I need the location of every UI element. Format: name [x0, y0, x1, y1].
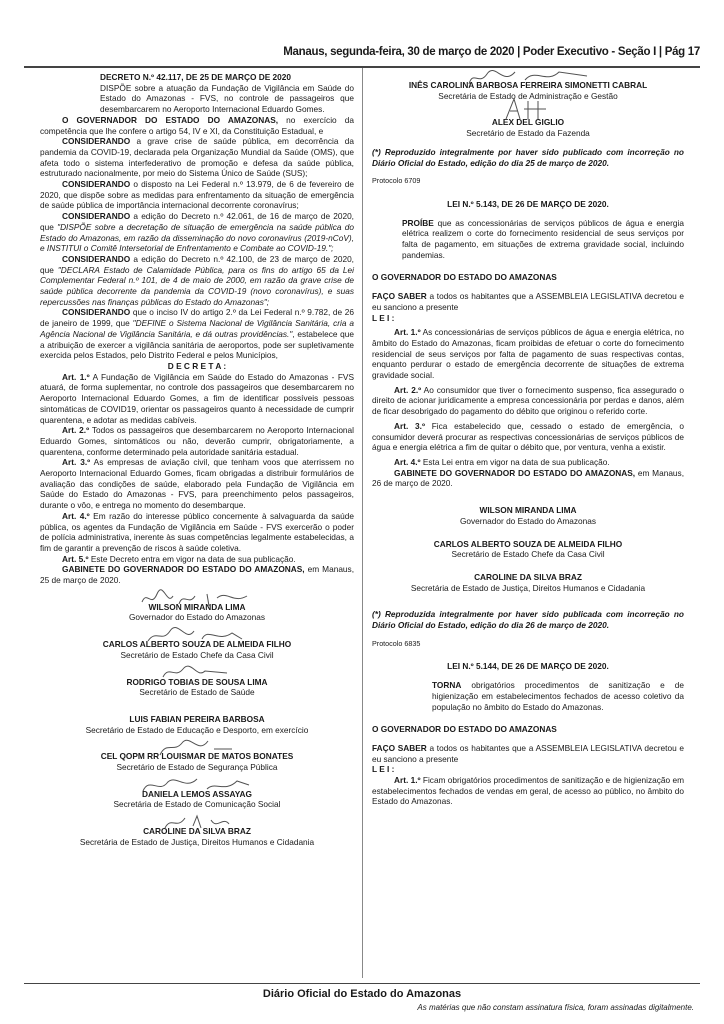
article-1: Art. 1.º A Fundação de Vigilância em Saúde do Estado do Amazonas - FVS atuará, de forma suplementar, no controle dos passageiros que desembarcarem no Aeroporto Internacional Eduardo Gomes, a fim de identificar possíveis pessoas sintomáticas de COVID19, orientar os passageiros quanto à necessidade de cumprir quarentena, e adotar as medidas cabíveis. — [40, 371, 354, 425]
signatory-role: Secretário de Estado de Saúde — [139, 687, 255, 698]
signatory-name: DANIELA LEMOS ASSAYAG — [142, 788, 252, 799]
footer-title: Diário Oficial do Estado do Amazonas — [262, 988, 462, 1000]
closing-formula: GABINETE DO GOVERNADOR DO ESTADO DO AMAZONAS, em Manaus, 26 de março de 2020. — [372, 467, 684, 489]
signatory-role: Secretário de Estado da Fazenda — [466, 128, 590, 139]
signatory-name: LUIS FABIAN PEREIRA BARBOSA — [129, 713, 265, 724]
law-ementa: TORNA obrigatórios procedimentos de sanitização e de higienização em estabelecimentos fechados de acesso coletivo da população no âmbito do Estado do Amazonas. — [432, 680, 684, 712]
signatory-name: CEL QOPM RR LOUISMAR DE MATOS BONATES — [100, 751, 294, 762]
left-column — [40, 72, 354, 848]
signature-block — [372, 80, 684, 101]
considerando-5: CONSIDERANDO que o inciso IV do artigo 2.º da Lei Federal n.º 9.782, de 26 de janeiro de 1999, que "DEFINE o Sistema Nacional de Vigilância Sanitária, cria a Agência Nacional de Vigilância Sanitária, e dá outras providências.", estabelece que a atribuição de exercer a vigilância sanitária de aeroportos, pode ser supletivamente exercida pelos Estados, pelo Distrito Federal e pelos Municípios, — [40, 307, 355, 361]
article-3: Art. 3.º Fica estabelecido que, cessado o estado de emergência, o consumidor deverá procurar as respectivas concessionárias de serviços públicos de água e energia elétrica a fim de quitar o débito que, por ventura, venha a existir. — [372, 420, 684, 453]
signature-block — [40, 602, 354, 623]
decree-title: DECRETO N.º 42.117, DE 25 DE MARÇO DE 2020 — [100, 72, 292, 82]
law-ementa: PROÍBE que as concessionárias de serviços públicos de água e energia elétrica realizem o corte do fornecimento residencial de seus serviços por falta de pagamento, em situações de extrema gravidade social, incluindo pandemias. — [402, 217, 684, 260]
article-2: Art. 2.º Todos os passageiros que desembarcarem no Aeroporto Internacional Eduardo Gomes, sintomáticos ou não, deverão cumprir, obrigatoriamente, a quarentena, conforme determinado pela autoridade sanitária estadual. — [40, 425, 355, 457]
signature-block — [40, 639, 354, 660]
signatory-role: Governador do Estado do Amazonas — [459, 515, 597, 526]
law-title: LEI N.º 5.144, DE 26 DE MARÇO DE 2020. — [447, 661, 609, 672]
signature-block — [40, 826, 354, 847]
right-column — [372, 72, 684, 807]
article-4: Art. 4.º Esta Lei entra em vigor na data de sua publicação. — [394, 456, 610, 467]
signatory-name: CAROLINE DA SILVA BRAZ — [474, 571, 582, 582]
signature-block — [40, 751, 354, 772]
protocol-number: Protocolo 6709 — [372, 176, 421, 186]
signature-block — [40, 789, 354, 810]
faco-saber: FAÇO SABER a todos os habitantes que a ASSEMBLEIA LEGISLATIVA decretou e eu sanciono a presente — [372, 291, 684, 312]
lei-heading: L E I : — [372, 312, 395, 323]
column-divider — [362, 68, 363, 978]
signatory-name: ALEX DEL GIGLIO — [491, 117, 565, 128]
signatory-role: Secretário de Estado Chefe da Casa Civil — [120, 649, 274, 660]
signatory-name: CARLOS ALBERTO SOUZA DE ALMEIDA FILHO — [433, 538, 623, 549]
faco-saber: FAÇO SABER a todos os habitantes que a ASSEMBLEIA LEGISLATIVA decretou e eu sanciono a presente — [372, 742, 684, 764]
governor-heading: O GOVERNADOR DO ESTADO DO AMAZONAS — [372, 272, 557, 283]
signature-block — [372, 572, 684, 593]
article-1: Art. 1.º Ficam obrigatórios procedimentos de sanitização e de higienização em estabelecimentos fechados de vendas em geral, de acesso ao público, no âmbito do Estado do Amazonas. — [372, 775, 684, 807]
governor-lead: O GOVERNADOR DO ESTADO DO AMAZONAS, no exercício da competência que lhe confere o artigo 54, IV e XI, da Constituição Estadual, e — [40, 114, 354, 136]
protocol-number: Protocolo 6835 — [372, 638, 421, 648]
signatory-role: Secretário de Estado Chefe da Casa Civil — [451, 549, 605, 560]
considerando-3: CONSIDERANDO a edição do Decreto n.º 42.061, de 16 de março de 2020, que "DISPÕE sobre a decretação de situação de emergência na saúde pública do Estado do Amazonas, em razão da disseminação do novo coronavírus (2019-nCoV), e INSTITUI o Comitê Intersetorial de Enfrentamento e Combate ao COVID-19."; — [40, 211, 354, 254]
signatory-name: CAROLINE DA SILVA BRAZ — [143, 826, 251, 837]
signature-block — [372, 117, 684, 138]
article-3: Art. 3.º As empresas de aviação civil, que tenham voos que aterrissem no Aeroporto Internacional Eduardo Gomes, ficam obrigadas a distribuir formulários de avaliação das condições de saúde, elaborado pela Fundação de Vigilância em Saúde do Estado do Amazonas - FVS, para preenchimento pelos passageiros, durante o vôo, e entrega no momento do desembarque. — [40, 457, 354, 511]
considerando-1: CONSIDERANDO a grave crise de saúde pública, em decorrência da pandemia da COVID-19, declarada pela Organização Mundial da Saúde (OMS), que afeta todo o sistema interfederativo de promoção e defesa da saúde pública, estruturado nacionalmente, por meio do Sistema Único de Saúde (SUS); — [40, 136, 354, 179]
footer-rule — [24, 983, 700, 984]
signatory-name: WILSON MIRANDA LIMA — [479, 505, 577, 516]
signatory-role: Governador do Estado do Amazonas — [128, 612, 266, 623]
signatory-role: Secretário de Estado de Educação e Desporto, em exercício — [85, 724, 309, 735]
signature-block — [40, 714, 354, 735]
signatory-name: WILSON MIRANDA LIMA — [148, 601, 246, 612]
signatory-role: Secretária de Estado de Administração e Gestão — [438, 90, 618, 101]
article-2: Art. 2.º Ao consumidor que tiver o fornecimento suspenso, fica assegurado o direito de acionar juridicamente a empresa concessionária por perdas e danos, além de ficar desobrigado do pagamento do débito que originou o referido corte. — [372, 384, 684, 417]
law-title: LEI N.º 5.143, DE 26 DE MARÇO DE 2020. — [447, 198, 609, 209]
signatory-role: Secretário de Estado de Segurança Pública — [116, 762, 278, 773]
considerando-2: CONSIDERANDO o disposto na Lei Federal n.º 13.979, de 6 de fevereiro de 2020, que dispõe sobre as medidas para enfrentamento da situação de emergência de saúde pública de importância internacional decorrente coronavírus; — [40, 179, 354, 211]
decreta-heading: D E C R E T A : — [167, 360, 227, 371]
reproduction-note: (*) Reproduzida integralmente por haver sido publicada com incorreção no Diário Oficial do Estado, edição do dia 26 de março de 2020. — [372, 609, 684, 631]
footer-note: As matérias que não constam assinatura física, foram assinadas digitalmente. — [417, 1003, 694, 1012]
governor-heading: O GOVERNADOR DO ESTADO DO AMAZONAS — [372, 724, 557, 735]
lei-heading: L E I : — [372, 764, 395, 775]
article-5: Art. 5.º Este Decreto entra em vigor na data de sua publicação. — [62, 553, 296, 564]
signatory-name: RODRIGO TOBIAS DE SOUSA LIMA — [126, 676, 268, 687]
signature-block — [372, 505, 684, 526]
page-header: Manaus, segunda-feira, 30 de março de 2020 | Poder Executivo - Seção I | Pág 17 — [283, 46, 700, 58]
article-1: Art. 1.º As concessionárias de serviços públicos de água e energia elétrica, no âmbito do Estado do Amazonas, ficam proibidas de efetuar o corte do fornecimento residencial de seus serviços por falta de pagamento de suas respectivas contas, enquanto perdurar o estado de emergência decorrente de situações de extrema gravidade social. — [372, 327, 685, 381]
article-4: Art. 4.º Em razão do interesse público concernente à salvaguarda da saúde pública, os agentes da Fundação de Vigilância em Saúde - FVS exercerão o poder de polícia administrativa, inerente às suas competências legalmente estabelecidas, a fim de garantir a prevenção de riscos à saúde coletiva. — [40, 510, 354, 553]
signatory-role: Secretária de Estado de Comunicação Social — [113, 799, 281, 810]
closing-formula: GABINETE DO GOVERNADOR DO ESTADO DO AMAZONAS, em Manaus, 25 de março de 2020. — [40, 564, 354, 586]
signatory-role: Secretária de Estado de Justiça, Direitos Humanos e Cidadania — [79, 836, 315, 847]
reproduction-note: (*) Reproduzido integralmente por haver sido publicado com incorreção no Diário Oficial do Estado, edição do dia 25 de março de 2020. — [372, 146, 684, 168]
considerando-4: CONSIDERANDO a edição do Decreto n.º 42.100, de 23 de março de 2020, que "DECLARA Estado de Calamidade Pública, para os fins do artigo 65 da Lei Complementar Federal n.º 101, de 4 de maio de 2000, em razão da grave crise de saúde pública decorrente da pandemia da COVID-19 (novo coronavírus), e suas repercussões nas finanças públicas do Estado do Amazonas"; — [40, 253, 354, 307]
signatory-name: INÊS CAROLINA BARBOSA FERREIRA SIMONETTI CABRAL — [408, 80, 648, 90]
signature-block — [372, 539, 684, 560]
signatory-role: Secretária de Estado de Justiça, Direitos Humanos e Cidadania — [410, 582, 646, 593]
decree-ementa: DISPÕE sobre a atuação da Fundação de Vigilância em Saúde do Estado do Amazonas - FVS, no controle de passageiros que desembarcarem no Aeroporto Internacional Eduardo Gomes. — [100, 82, 354, 115]
signature-block — [40, 677, 354, 698]
signatory-name: CARLOS ALBERTO SOUZA DE ALMEIDA FILHO — [102, 639, 292, 650]
